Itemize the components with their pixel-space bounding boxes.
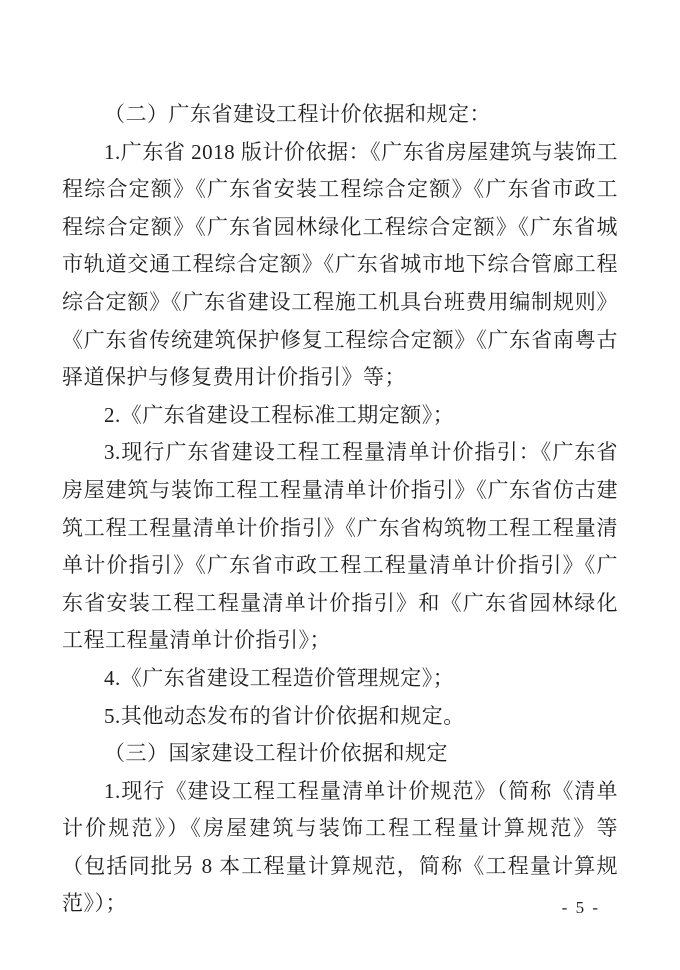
paragraph-item-3: 3.现行广东省建设工程工程量清单计价指引：《广东省房屋建筑与装饰工程工程量清单计价指引》《广东省仿古建筑工程工程量清单计价指引》《广东省构筑物工程工程量清单计价指引》《广东省市政工程工程量清单计价指引》《广东省安装工程工程量清单计价指引》和《广东省园林绿化工程工程量清单计价指引》； (62, 440, 618, 653)
paragraph-item-6: 1.现行《建设工程工程量清单计价规范》（简称《清单计价规范》）《房屋建筑与装饰工程工程量计算规范》等（包括同批另 8 本工程量计算规范，简称《工程量计算规范》）； (62, 778, 618, 916)
page-number: - 5 - (561, 898, 600, 917)
section-heading-3: （三）国家建设工程计价依据和规定 (104, 741, 448, 766)
paragraph-item-1: 1.广东省 2018 版计价依据：《广东省房屋建筑与装饰工程综合定额》《广东省安装工程综合定额》《广东省市政工程综合定额》《广东省园林绿化工程综合定额》《广东省城市轨道交通工程综合定额》《广东省城市地下综合管廊工程综合定额》《广东省建设工程施工机具台班费用编制规则》《广东省传统建筑保护修复工程综合定额》《广东省南粤古驿道保护与修复费用计价指引》等； (62, 139, 618, 390)
document-body (62, 96, 618, 923)
paragraph-item-5: 5.其他动态发布的省计价依据和规定。 (104, 703, 465, 728)
paragraph-item-2: 2.《广东省建设工程标准工期定额》； (104, 402, 455, 427)
paragraph-item-4: 4.《广东省建设工程造价管理规定》； (104, 665, 455, 690)
section-heading-2: （二）广东省建设工程计价依据和规定： (104, 102, 491, 126)
